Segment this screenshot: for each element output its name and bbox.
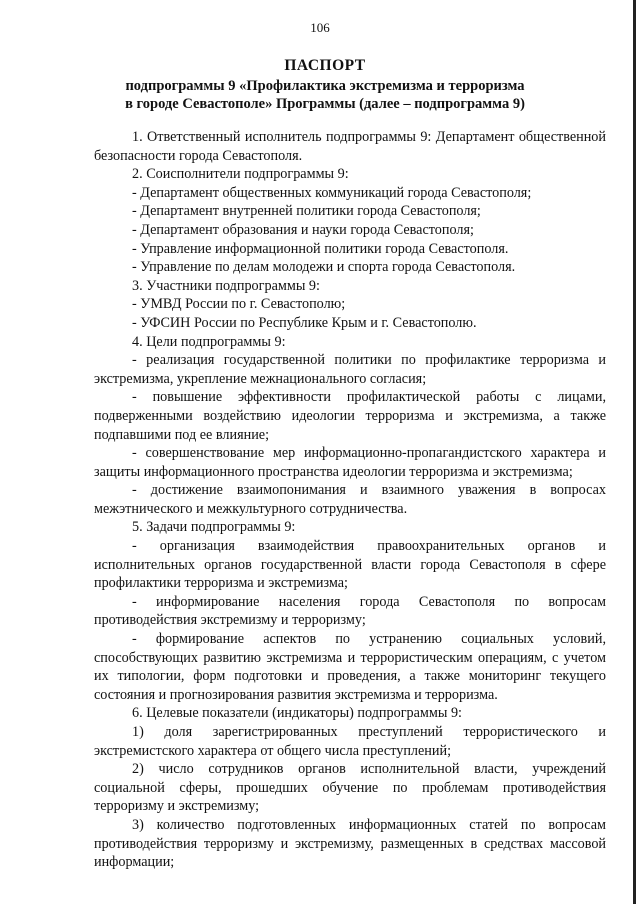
paragraph: 5. Задачи подпрограммы 9: bbox=[132, 519, 296, 536]
paragraph: - Департамент общественных коммуникаций города Севастополя; bbox=[132, 184, 532, 201]
paragraph: 1) доля зарегистрированных преступлений террористического и экстремистского характера от общего числа преступлений; bbox=[94, 724, 606, 759]
paragraph: - повышение эффективности профилактической работы с лицами, подверженными воздействию идеологии терроризма и экстремизма, а также подпавшими под ее влияние; bbox=[94, 389, 606, 443]
paragraph: 6. Целевые показатели (индикаторы) подпрограммы 9: bbox=[132, 705, 462, 722]
document-body bbox=[94, 128, 606, 872]
paragraph: - совершенствование мер информационно-пропагандистского характера и защиты информационного пространства идеологии терроризма и экстремизма; bbox=[94, 445, 606, 480]
paragraph: - Управление по делам молодежи и спорта города Севастополя. bbox=[132, 259, 516, 276]
paragraph: 2. Соисполнители подпрограммы 9: bbox=[132, 166, 349, 183]
paragraph: - реализация государственной политики по профилактике терроризма и экстремизма, укрепление межнационального согласия; bbox=[94, 352, 606, 387]
paragraph: - организация взаимодействия правоохранительных органов и исполнительных органов государственной власти города Севастополя в сфере профилактики терроризма и экстремизма; bbox=[94, 538, 606, 592]
paragraph: 3. Участники подпрограммы 9: bbox=[132, 277, 320, 294]
paragraph: - достижение взаимопонимания и взаимного уважения в вопросах межэтнического и межкультурного сотрудничества. bbox=[94, 482, 606, 517]
scan-edge-line bbox=[633, 0, 636, 904]
paragraph: - Департамент образования и науки города Севастополя; bbox=[132, 221, 474, 238]
paragraph: 4. Цели подпрограммы 9: bbox=[132, 333, 286, 350]
subtitle-line-1: подпрограммы 9 «Профилактика экстремизма и терроризма bbox=[125, 78, 525, 94]
paragraph: - Департамент внутренней политики города Севастополя; bbox=[132, 203, 481, 220]
subtitle-line-2: в городе Севастополе» Программы (далее – подпрограмма 9) bbox=[125, 96, 525, 112]
paragraph: 1. Ответственный исполнитель подпрограммы 9: Департамент общественной безопасности города Севастополя. bbox=[94, 129, 606, 164]
paragraph: 3) количество подготовленных информационных статей по вопросам противодействия терроризму и экстремизму, размещенных в средствах массовой информации; bbox=[94, 816, 606, 871]
document-title: ПАСПОРТ bbox=[284, 57, 366, 74]
paragraph: 2) число сотрудников органов исполнительной власти, учреждений социальной сферы, прошедших обучение по проблемам противодействия терроризму и экстремизму; bbox=[94, 761, 606, 815]
paragraph: - УФСИН России по Республике Крым и г. Севастополю. bbox=[132, 314, 477, 331]
paragraph: - Управление информационной политики города Севастополя. bbox=[132, 240, 509, 257]
page-number: 106 bbox=[310, 20, 330, 35]
paragraph: - информирование населения города Севастополя по вопросам противодействия экстремизму и терроризму; bbox=[94, 593, 606, 629]
paragraph: - формирование аспектов по устранению социальных условий, способствующих развитию экстремизма и террористическим операциям, с учетом их типологии, форм подготовки и проведения, а также мониторинг текущего состояния и прогнозирования развития экстремизма и терроризма. bbox=[94, 631, 606, 703]
paragraph: - УМВД России по г. Севастополю; bbox=[132, 296, 346, 313]
title-block bbox=[90, 55, 560, 113]
